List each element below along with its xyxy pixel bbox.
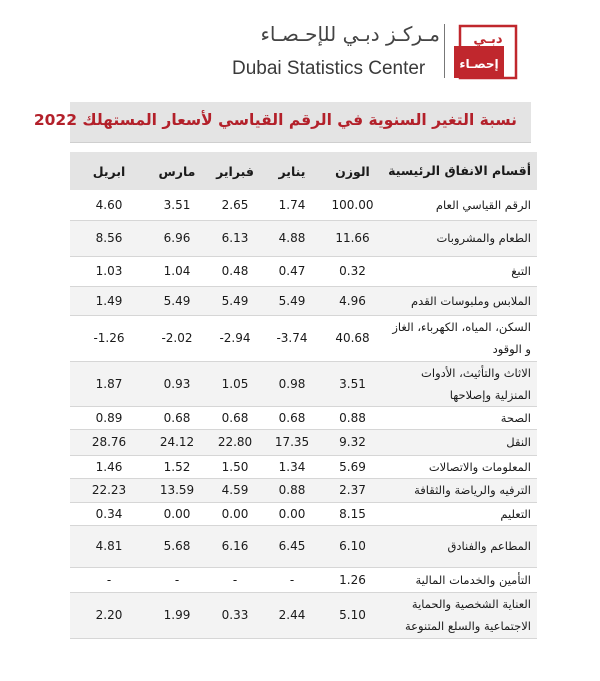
header-mar: مارس <box>148 152 206 190</box>
header-weight: الوزن <box>320 152 385 190</box>
cell-jan: - <box>264 567 320 592</box>
cell-category: التأمين والخدمات المالية <box>385 567 537 592</box>
cell-feb: 5.49 <box>206 286 264 315</box>
table-row <box>70 525 537 567</box>
cell-apr: 0.89 <box>70 406 148 429</box>
table-row <box>70 315 537 361</box>
cell-jan: 4.88 <box>264 220 320 256</box>
cell-category: العناية الشخصية والحماية الاجتماعية والسلع المتنوعة <box>385 592 537 638</box>
cell-mar: 6.96 <box>148 220 206 256</box>
cell-jan: 0.98 <box>264 361 320 406</box>
cell-feb: 22.80 <box>206 429 264 455</box>
cell-feb: - <box>206 567 264 592</box>
cell-mar: 1.04 <box>148 256 206 286</box>
cell-jan: 0.47 <box>264 256 320 286</box>
table-row <box>70 406 537 429</box>
table-row <box>70 455 537 478</box>
cell-mar: 3.51 <box>148 190 206 220</box>
cell-weight: 5.69 <box>320 455 385 478</box>
cell-jan: 0.00 <box>264 502 320 525</box>
table-header-row <box>70 152 537 190</box>
title-banner <box>33 102 531 143</box>
table-row <box>70 478 537 502</box>
header <box>0 14 600 84</box>
cell-weight: 9.32 <box>320 429 385 455</box>
cell-feb: 4.59 <box>206 478 264 502</box>
cell-feb: 1.50 <box>206 455 264 478</box>
cell-mar: 0.00 <box>148 502 206 525</box>
cell-apr: 4.81 <box>70 525 148 567</box>
cell-mar: -2.02 <box>148 315 206 361</box>
cell-category: السكن، المياه، الكهرباء، الغاز و الوقود <box>385 315 537 361</box>
cell-apr: 28.76 <box>70 429 148 455</box>
cell-apr: 1.87 <box>70 361 148 406</box>
logo-arabic-name: مـركـز دبـي للإحـصـاء <box>260 22 440 46</box>
cell-category: الرقم القياسي العام <box>385 190 537 220</box>
cell-feb: 6.16 <box>206 525 264 567</box>
cell-feb: 0.48 <box>206 256 264 286</box>
cell-apr: 1.49 <box>70 286 148 315</box>
cell-jan: 17.35 <box>264 429 320 455</box>
cell-jan: 0.68 <box>264 406 320 429</box>
cell-category: الترفيه والرياضة والثقافة <box>385 478 537 502</box>
header-feb: فبراير <box>206 152 264 190</box>
cell-category: الاثاث والتأثيث، الأدوات المنزلية وإصلاحها <box>385 361 537 406</box>
cell-category: المطاعم والفنادق <box>385 525 537 567</box>
cell-jan: 1.74 <box>264 190 320 220</box>
cell-weight: 4.96 <box>320 286 385 315</box>
cell-weight: 8.15 <box>320 502 385 525</box>
header-category: أقسام الانفاق الرئيسية <box>385 152 537 190</box>
cell-apr: 22.23 <box>70 478 148 502</box>
cell-apr: 1.46 <box>70 455 148 478</box>
cell-mar: 0.93 <box>148 361 206 406</box>
cell-jan: 5.49 <box>264 286 320 315</box>
table-row <box>70 286 537 315</box>
table-row <box>70 429 537 455</box>
dsc-logo-icon <box>452 24 518 80</box>
cell-category: النقل <box>385 429 537 455</box>
table-row <box>70 256 537 286</box>
table-row <box>70 361 537 406</box>
cell-jan: 1.34 <box>264 455 320 478</box>
cell-mar: 1.52 <box>148 455 206 478</box>
cell-category: الملابس وملبوسات القدم <box>385 286 537 315</box>
cell-weight: 3.51 <box>320 361 385 406</box>
header-jan: يناير <box>264 152 320 190</box>
table-row <box>70 567 537 592</box>
cell-weight: 1.26 <box>320 567 385 592</box>
cell-jan: 0.88 <box>264 478 320 502</box>
table-row <box>70 502 537 525</box>
cell-mar: - <box>148 567 206 592</box>
cell-feb: 2.65 <box>206 190 264 220</box>
cell-category: التبغ <box>385 256 537 286</box>
table-row <box>70 220 537 256</box>
cell-mar: 13.59 <box>148 478 206 502</box>
page-title: نسبة التغير السنوية في الرقم القياسي لأسعار المستهلك 2022 <box>33 111 517 129</box>
logo-english-name: Dubai Statistics Center <box>232 58 426 79</box>
cell-weight: 0.88 <box>320 406 385 429</box>
table-row <box>70 592 537 638</box>
cell-jan: 6.45 <box>264 525 320 567</box>
cell-mar: 24.12 <box>148 429 206 455</box>
cell-feb: 0.00 <box>206 502 264 525</box>
cell-mar: 5.68 <box>148 525 206 567</box>
logo-divider <box>444 24 445 78</box>
cell-feb: -2.94 <box>206 315 264 361</box>
cell-apr: 0.34 <box>70 502 148 525</box>
cell-category: الطعام والمشروبات <box>385 220 537 256</box>
cpi-table <box>70 152 537 639</box>
cell-apr: -1.26 <box>70 315 148 361</box>
cell-feb: 6.13 <box>206 220 264 256</box>
cell-apr: 2.20 <box>70 592 148 638</box>
cell-weight: 6.10 <box>320 525 385 567</box>
cell-mar: 5.49 <box>148 286 206 315</box>
header-apr: ابريل <box>70 152 148 190</box>
cell-mar: 0.68 <box>148 406 206 429</box>
cell-weight: 2.37 <box>320 478 385 502</box>
cell-apr: 4.60 <box>70 190 148 220</box>
cell-feb: 0.33 <box>206 592 264 638</box>
cell-apr: - <box>70 567 148 592</box>
cell-feb: 1.05 <box>206 361 264 406</box>
cell-jan: -3.74 <box>264 315 320 361</box>
logo-mark-top-text: دبـي <box>473 32 503 47</box>
cell-category: المعلومات والاتصالات <box>385 455 537 478</box>
cell-weight: 40.68 <box>320 315 385 361</box>
cell-apr: 1.03 <box>70 256 148 286</box>
cell-weight: 100.00 <box>320 190 385 220</box>
cell-weight: 5.10 <box>320 592 385 638</box>
cell-category: التعليم <box>385 502 537 525</box>
cell-apr: 8.56 <box>70 220 148 256</box>
logo-mark-bottom-text: إحصـاء <box>459 57 499 71</box>
cell-weight: 11.66 <box>320 220 385 256</box>
table-row <box>70 190 537 220</box>
cell-jan: 2.44 <box>264 592 320 638</box>
cell-weight: 0.32 <box>320 256 385 286</box>
cell-mar: 1.99 <box>148 592 206 638</box>
cell-category: الصحة <box>385 406 537 429</box>
cell-feb: 0.68 <box>206 406 264 429</box>
